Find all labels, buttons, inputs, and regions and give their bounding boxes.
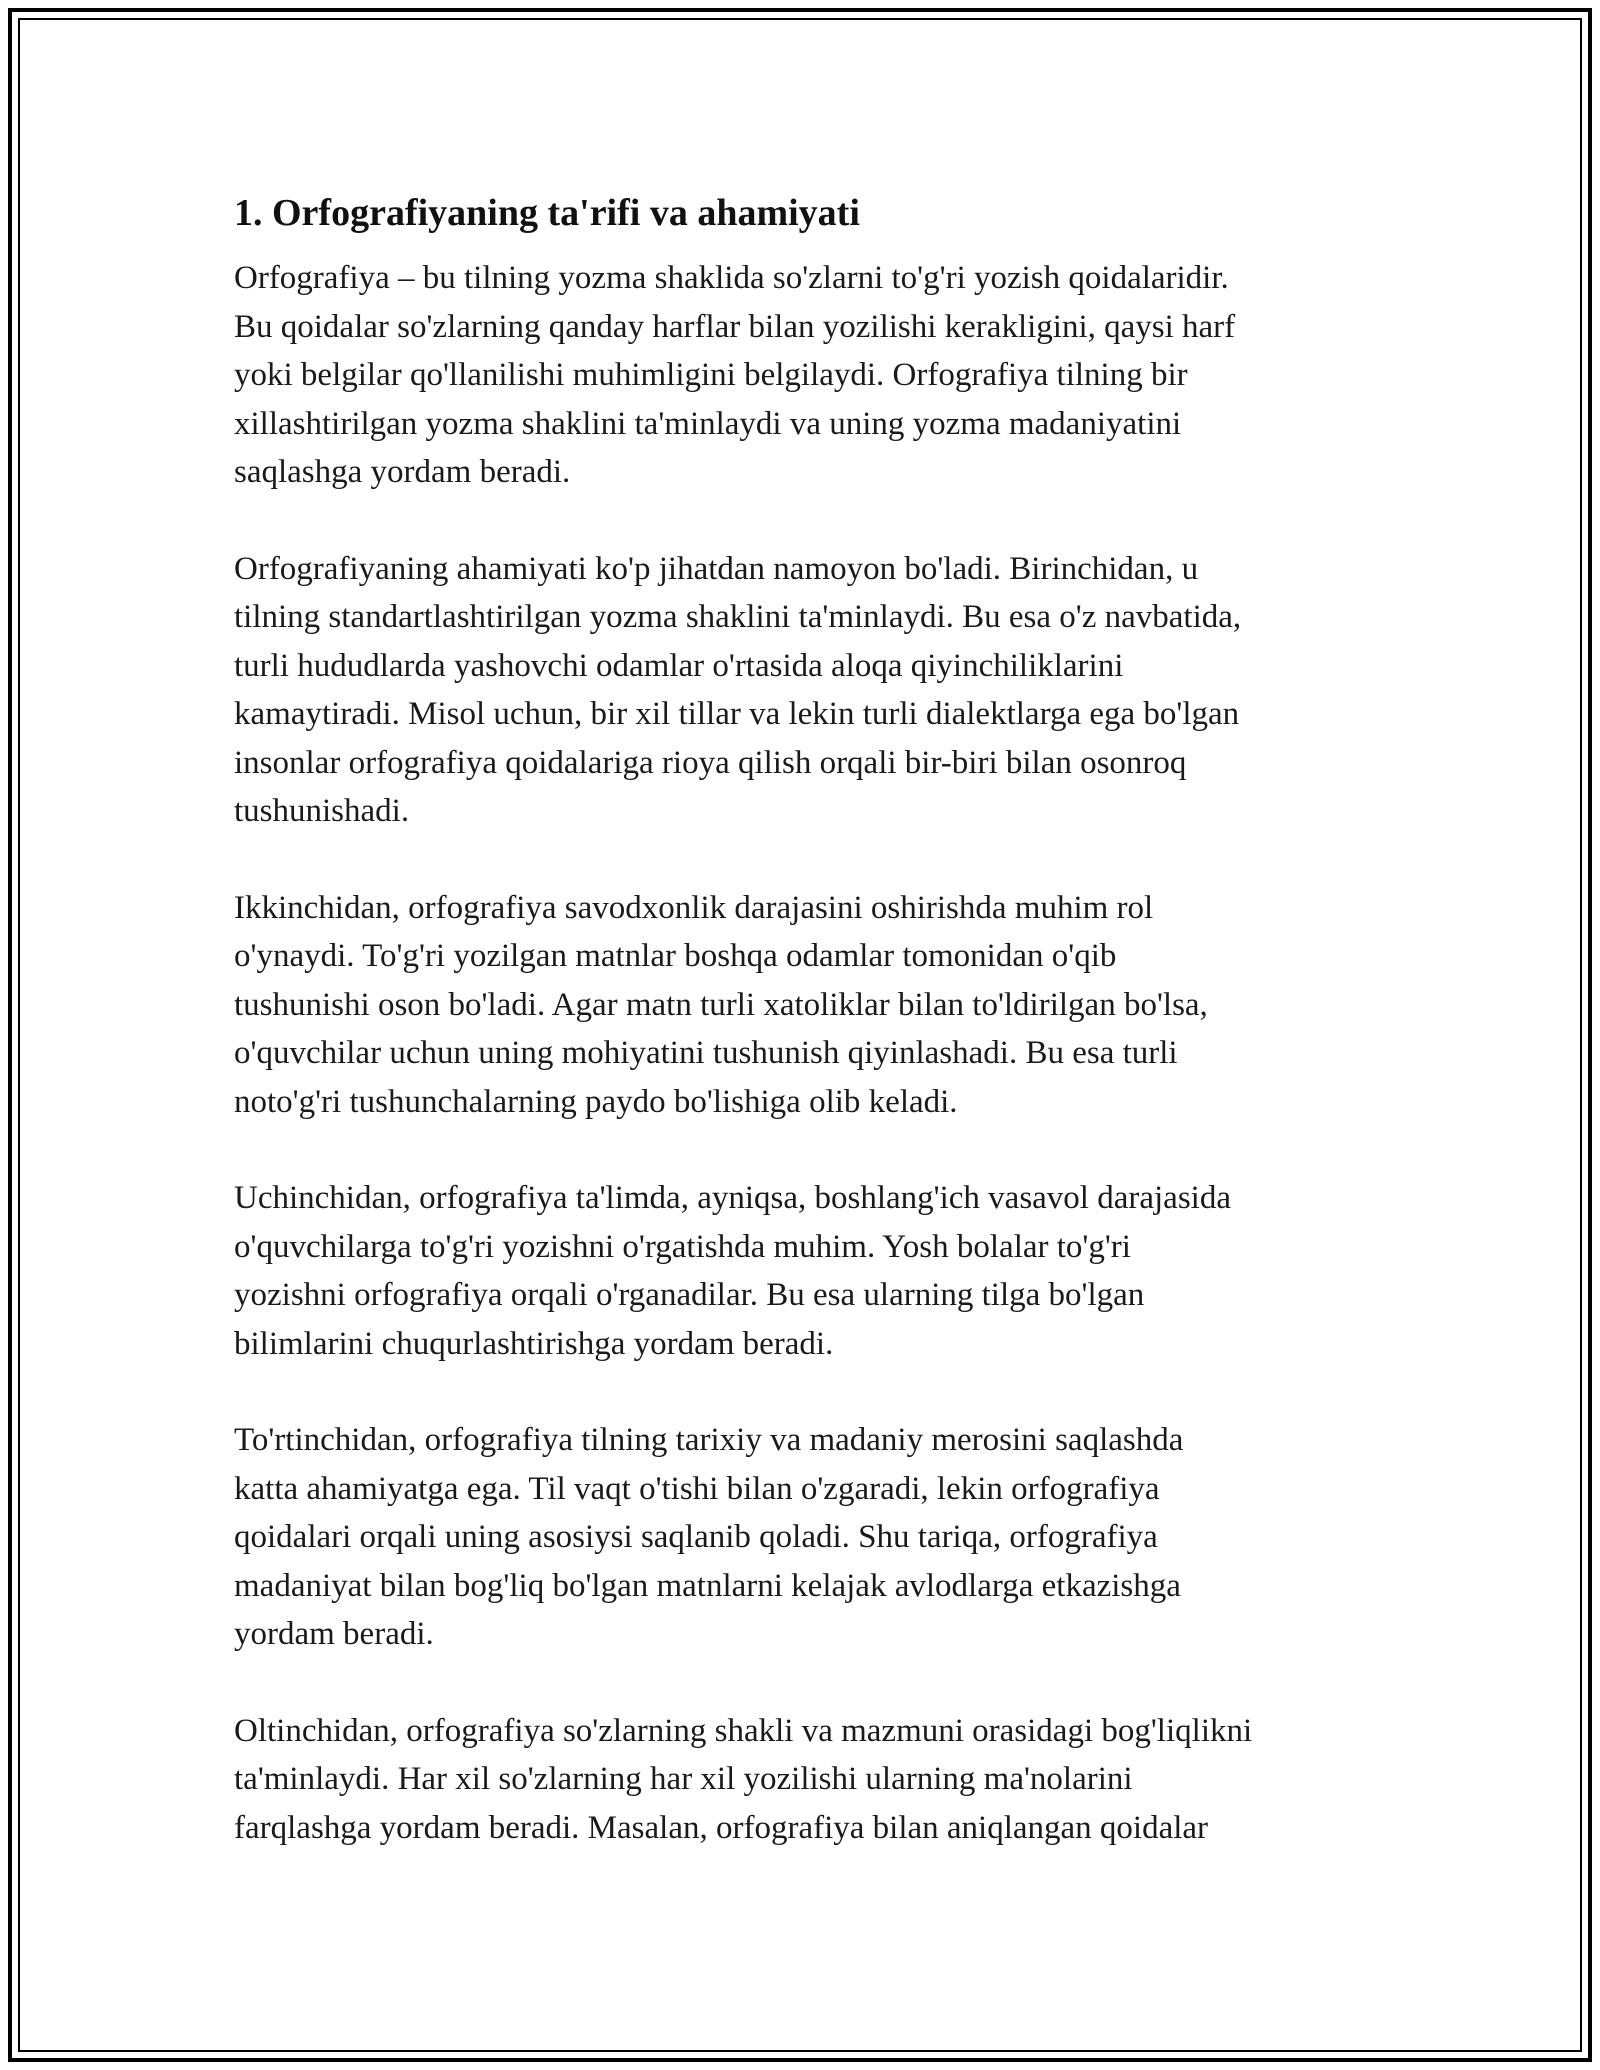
paragraph-line: To'rtinchidan, orfografiya tilning tarixiy va madaniy merosini saqlashda <box>234 1422 1184 1458</box>
paragraph-line: turli hududlarda yashovchi odamlar o'rtasida aloqa qiyinchiliklarini <box>234 647 1124 684</box>
paragraph-line: tushunishadi. <box>234 793 410 829</box>
paragraph-line: yozishni orfografiya orqali o'rganadilar. Bu esa ularning tilga bo'lgan <box>234 1277 1145 1313</box>
paragraph-line: kamaytiradi. Misol uchun, bir xil tillar va lekin turli dialektlarga ega bo'lgan <box>234 696 1240 732</box>
paragraph <box>234 545 1384 836</box>
paragraph-line: Ikkinchidan, orfografiya savodxonlik darajasini oshirishda muhim rol <box>234 889 1154 926</box>
paragraph <box>234 1174 1384 1368</box>
paragraph-line: yordam beradi. <box>234 1616 434 1652</box>
paragraph <box>234 884 1384 1127</box>
paragraph-line: katta ahamiyatga ega. Til vaqt o'tishi bilan o'zgaradi, lekin orfografiya <box>234 1470 1160 1507</box>
paragraph-line: Bu qoidalar so'zlarning qanday harflar bilan yozilishi kerakligini, qaysi harf <box>234 308 1236 345</box>
paragraph-line: Orfografiyaning ahamiyati ko'p jihatdan namoyon bo'ladi. Birinchidan, u <box>234 550 1199 587</box>
paragraph <box>234 1707 1384 1853</box>
paragraph-line: tilning standartlashtirilgan yozma shaklini ta'minlaydi. Bu esa o'z navbatida, <box>234 599 1242 635</box>
paragraph-line: Oltinchidan, orfografiya so'zlarning shakli va mazmuni orasidagi bog'liqlikni <box>234 1712 1253 1749</box>
paragraph-line: qoidalari orqali uning asosiysi saqlanib qoladi. Shu tariqa, orfografiya <box>234 1519 1158 1555</box>
paragraph <box>234 1416 1384 1659</box>
document-body <box>234 186 1384 1900</box>
paragraph-line: saqlashga yordam beradi. <box>234 454 571 490</box>
paragraph-line: o'quvchilarga to'g'ri yozishni o'rgatishda muhim. Yosh bolalar to'g'ri <box>234 1228 1131 1265</box>
paragraph-line: Orfografiya – bu tilning yozma shaklida so'zlarni to'g'ri yozish qoidalaridir. <box>234 260 1229 296</box>
paragraph-line: yoki belgilar qo'llanilishi muhimligini belgilaydi. Orfografiya tilning bir <box>234 357 1188 393</box>
paragraph-line: madaniyat bilan bog'liq bo'lgan matnlarni kelajak avlodlarga etkazishga <box>234 1567 1181 1604</box>
paragraph-line: o'ynaydi. To'g'ri yozilgan matnlar boshqa odamlar tomonidan o'qib <box>234 938 1117 974</box>
paragraph-line: tushunishi oson bo'ladi. Agar matn turli xatoliklar bilan to'ldirilgan bo'lsa, <box>234 986 1208 1023</box>
paragraph-list <box>234 254 1384 1852</box>
paragraph-line: ta'minlaydi. Har xil so'zlarning har xil yozilishi ularning ma'nolarini <box>234 1761 1133 1797</box>
document-title: 1. Orfografiyaning ta'rifi va ahamiyati <box>234 192 860 234</box>
paragraph <box>234 254 1384 497</box>
paragraph-line: xillashtirilgan yozma shaklini ta'minlaydi va uning yozma madaniyatini <box>234 405 1182 442</box>
paragraph-line: farqlashga yordam beradi. Masalan, orfografiya bilan aniqlangan qoidalar <box>234 1809 1209 1846</box>
paragraph-line: Uchinchidan, orfografiya ta'limda, ayniqsa, boshlang'ich vasavol darajasida <box>234 1180 1231 1216</box>
paragraph-line: insonlar orfografiya qoidalariga rioya qilish orqali bir-biri bilan osonroq <box>234 744 1187 781</box>
paragraph-line: o'quvchilar uchun uning mohiyatini tushunish qiyinlashadi. Bu esa turli <box>234 1035 1178 1071</box>
paragraph-line: noto'g'ri tushunchalarning paydo bo'lishiga olib keladi. <box>234 1083 958 1120</box>
paragraph-line: bilimlarini chuqurlashtirishga yordam beradi. <box>234 1325 834 1362</box>
